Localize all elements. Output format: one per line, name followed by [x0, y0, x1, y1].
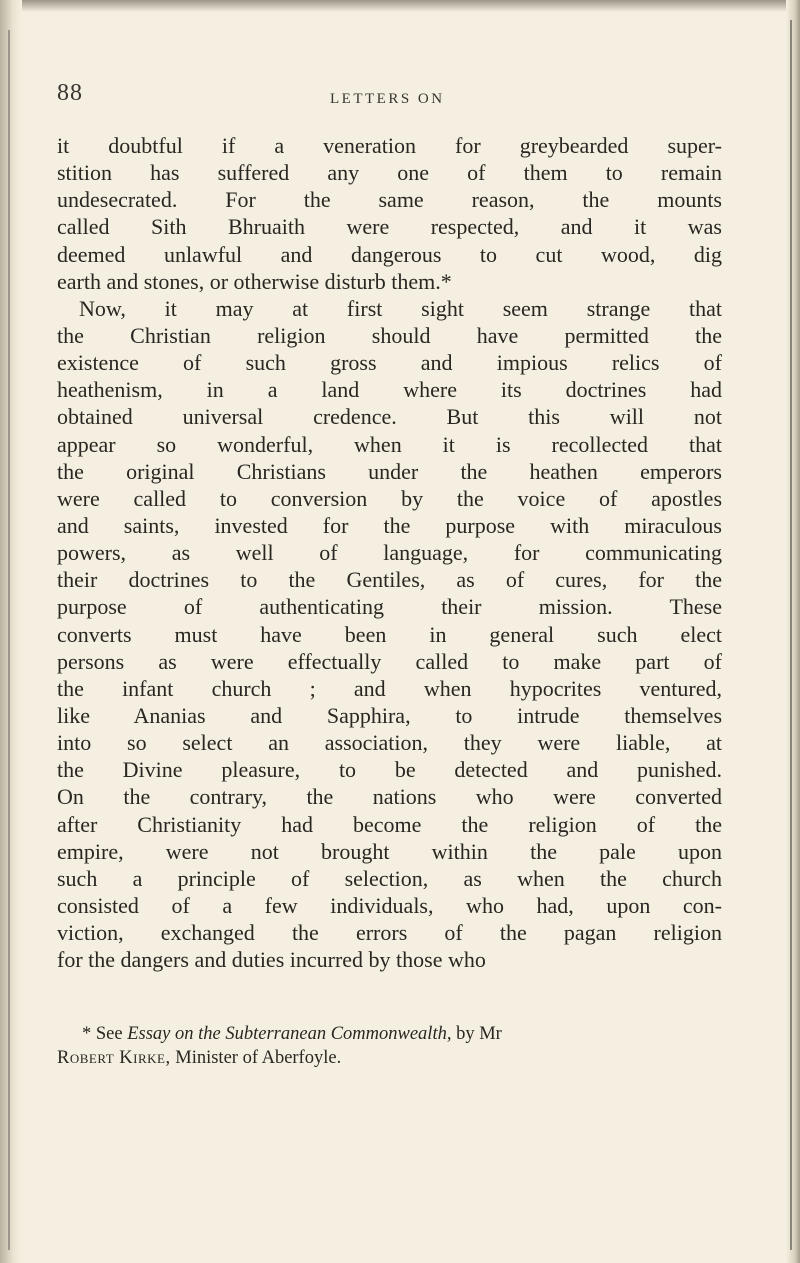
footnote-cited-title: Essay on the Subterranean Commonwealth, [127, 1024, 452, 1044]
text-line: obtained universal credence. But this will not [57, 404, 722, 430]
text-line: persons as were effectually called to make part of [57, 648, 722, 674]
text-line: such a principle of selection, as when the church [57, 865, 722, 891]
text-line: viction, exchanged the errors of the pagan religion [57, 920, 722, 946]
text-line: consisted of a few individuals, who had, upon con- [57, 892, 722, 918]
page-edge-line [790, 20, 792, 1250]
text-line: like Ananias and Sapphira, to intrude themselves [57, 702, 722, 728]
page-top-edge [0, 0, 800, 12]
page-right-edge [786, 0, 800, 1263]
footnote-marker: * [82, 1024, 92, 1044]
text-line: earth and stones, or otherwise disturb them.* [57, 268, 452, 294]
text-line: the infant church ; and when hypocrites ventured, [57, 675, 722, 701]
text-line: Now, it may at first sight seem strange that [79, 295, 722, 321]
text-line: deemed unlawful and dangerous to cut wood, dig [57, 241, 722, 267]
page-number: 88 [57, 80, 83, 106]
text-line: powers, as well of language, for communicating [57, 540, 722, 566]
footnote-by: by Mr [456, 1024, 502, 1044]
text-line: for the dangers and duties incurred by those who [57, 947, 486, 973]
binding-line [8, 30, 10, 1250]
text-line: the Christian religion should have permitted the [57, 322, 722, 348]
text-line: into so select an association, they were liable, at [57, 730, 722, 756]
text-line: their doctrines to the Gentiles, as of cures, for the [57, 567, 722, 593]
footnote-author: Robert Kirke, [57, 1048, 171, 1068]
text-line: empire, were not brought within the pale upon [57, 838, 722, 864]
body-text [57, 132, 722, 973]
text-line: the Divine pleasure, to be detected and punished. [57, 757, 722, 783]
text-line: converts must have been in general such elect [57, 621, 722, 647]
text-line: stition has suffered any one of them to remain [57, 160, 722, 186]
footnote-author-role: Minister of Aberfoyle. [175, 1048, 342, 1068]
text-line: were called to conversion by the voice of apostles [57, 485, 722, 511]
text-line: purpose of authenticating their mission. These [57, 594, 722, 620]
text-line: appear so wonderful, when it is recollected that [57, 431, 722, 457]
running-title: LETTERS ON [330, 91, 445, 107]
footnote [57, 1022, 722, 1070]
page-binding-edge [0, 0, 22, 1263]
text-line: the original Christians under the heathen emperors [57, 458, 722, 484]
text-line: it doubtful if a veneration for greybearded super- [57, 133, 722, 158]
footnote-line-1 [82, 1022, 722, 1046]
text-line: and saints, invested for the purpose with miraculous [57, 512, 722, 538]
text-line: On the contrary, the nations who were converted [57, 784, 722, 810]
text-line: after Christianity had become the religion of the [57, 811, 722, 837]
footnote-line-2 [57, 1046, 722, 1070]
text-line: heathenism, in a land where its doctrines had [57, 377, 722, 403]
text-line: undesecrated. For the same reason, the mounts [57, 187, 722, 213]
footnote-see: See [95, 1024, 123, 1044]
text-line: called Sith Bhruaith were respected, and it was [57, 214, 722, 240]
text-line: existence of such gross and impious relics of [57, 350, 722, 376]
